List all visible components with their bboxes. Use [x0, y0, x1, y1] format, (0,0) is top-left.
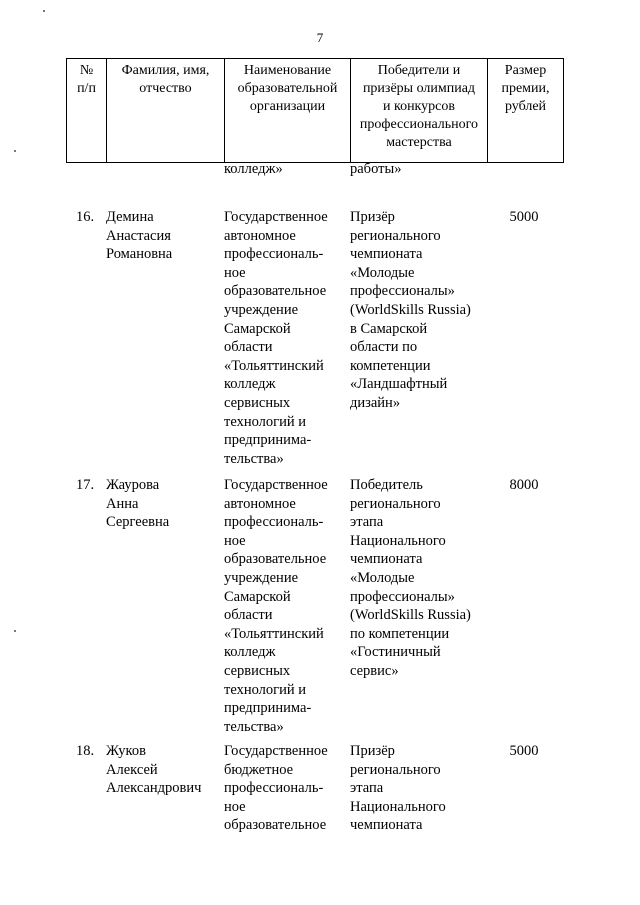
- scan-speck: [14, 150, 16, 152]
- row-prize-amount: 5000: [509, 209, 539, 225]
- header-achievement: Победители и призёры олимпиад и конкурсов профессионального мастерства: [351, 59, 488, 163]
- table-header: [66, 58, 564, 163]
- row-full-name: Демина Анастасия Романовна: [106, 209, 173, 263]
- scan-speck: [43, 10, 45, 12]
- row-prize-amount: 5000: [509, 743, 539, 759]
- row-achievement: Победитель регионального этапа Национального чемпионата «Молодые профессионалы» (WorldSkills Russia) по компетенции «Гостиничный сервис»: [350, 477, 471, 679]
- row-number: 18.: [76, 743, 95, 759]
- scan-speck: [14, 630, 16, 632]
- header-number: № п/п: [67, 59, 107, 163]
- row-prize-amount: 8000: [509, 477, 539, 493]
- row-organization: Государственное автономное профессиональ- ное образовательное учреждение Самарской области «Тольяттинский колледж сервисных технологий и предпринима- тельства»: [224, 209, 328, 467]
- row-number: 16.: [76, 209, 95, 225]
- row-number: 17.: [76, 477, 95, 493]
- row-organization: Государственное автономное профессиональ- ное образовательное учреждение Самарской области «Тольяттинский колледж сервисных технологий и предпринима- тельства»: [224, 477, 328, 735]
- row-full-name: Жаурова Анна Сергеевна: [106, 477, 170, 531]
- row-achievement: Призёр регионального этапа Национального чемпионата: [350, 743, 446, 834]
- continuation-achievement: работы»: [350, 161, 402, 177]
- row-full-name: Жуков Алексей Александрович: [106, 743, 202, 797]
- header-organization: Наименование образовательной организации: [225, 59, 351, 163]
- header-row: [67, 59, 564, 163]
- row-achievement: Призёр регионального чемпионата «Молодые профессионалы» (WorldSkills Russia) в Самарской области по компетенции «Ландшафтный дизайн»: [350, 209, 471, 411]
- header-full-name: Фамилия, имя, отчество: [107, 59, 225, 163]
- page-number: 7: [316, 30, 324, 45]
- continuation-org: колледж»: [224, 161, 283, 177]
- header-prize-amount: Размер премии, рублей: [488, 59, 564, 163]
- row-organization: Государственное бюджетное профессиональ- ное образовательное: [224, 743, 328, 834]
